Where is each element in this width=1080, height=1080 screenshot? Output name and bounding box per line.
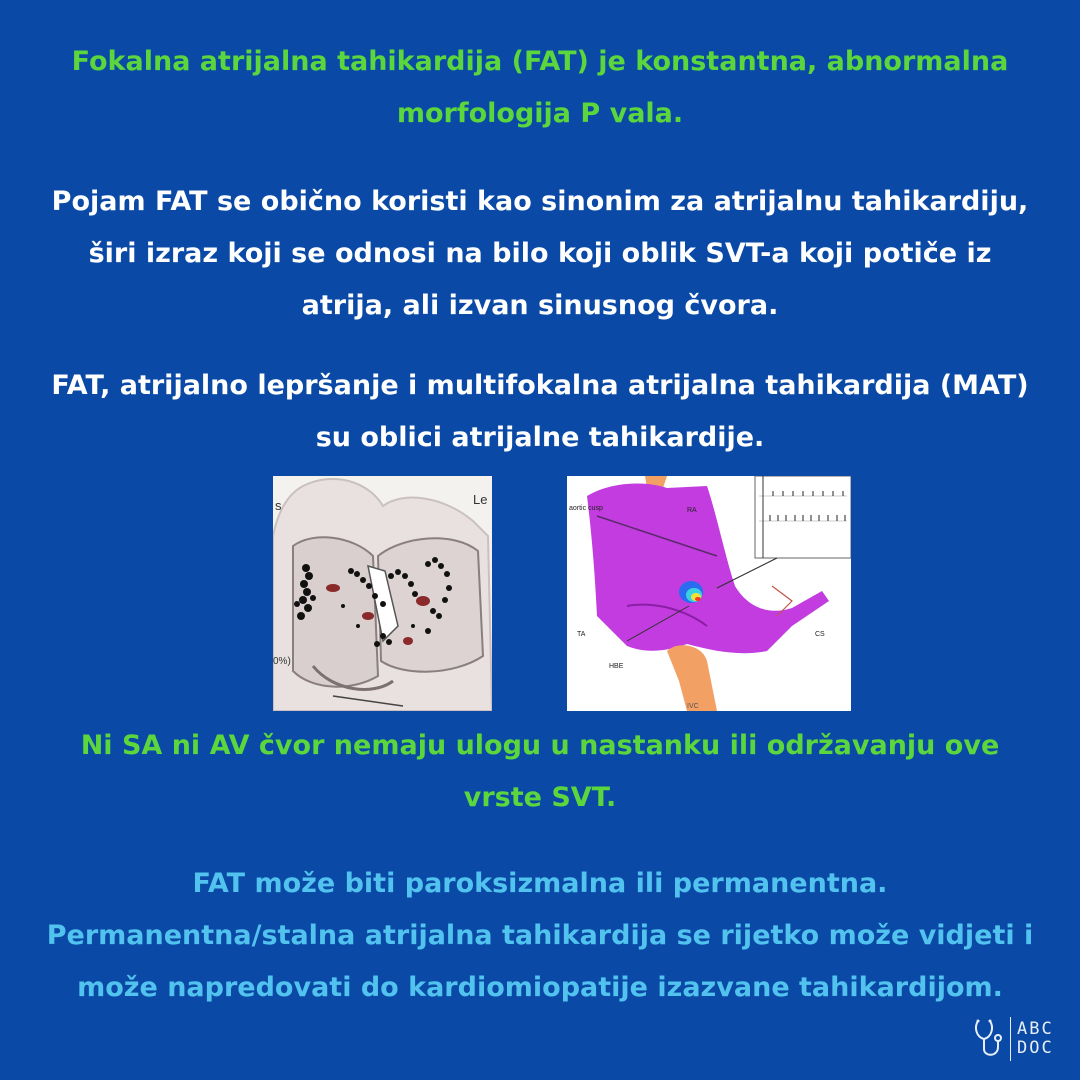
heart-dissection-image bbox=[273, 476, 492, 711]
course-paragraph: FAT može biti paroksizmalna ili permanentna. Permanentna/stalna atrijalna tahikardija se rijetko može vidjeti i može napredovati do kardiomiopatije izazvane tahikardijom. bbox=[46, 868, 1034, 1003]
definition-paragraph: Pojam FAT se obično koristi kao sinonim za atrijalnu tahikardiju, širi izraz koji se odnosi na bilo koji oblik SVT-a koji potiče iz atrija, ali izvan sinusnog čvora. bbox=[51, 186, 1029, 321]
ra-label: RA bbox=[687, 507, 697, 514]
ta-label: TA bbox=[577, 631, 586, 638]
electroanatomic-map-image bbox=[567, 476, 851, 711]
nodes-paragraph: Ni SA ni AV čvor nemaju ulogu u nastanku ili održavanju ove vrste SVT. bbox=[80, 730, 1000, 813]
left-figure-top-label: Le bbox=[473, 492, 488, 507]
aortic-cusp-label: aortic cusp bbox=[569, 505, 603, 512]
intro-paragraph: Fokalna atrijalna tahikardija (FAT) je konstantna, abnormalna morfologija P vala. bbox=[71, 46, 1009, 129]
logo-line-1: ABC bbox=[1017, 1019, 1054, 1039]
stethoscope-icon bbox=[972, 1017, 1006, 1061]
logo-wordmark bbox=[1017, 1020, 1054, 1058]
abc-doc-logo bbox=[972, 1014, 1062, 1064]
cs-label: CS bbox=[815, 631, 825, 638]
forms-paragraph: FAT, atrijalno lepršanje i multifokalna atrijalna tahikardija (MAT) su oblici atrijalne tahikardije. bbox=[51, 370, 1029, 453]
left-figure-bottom-label: 0%) bbox=[273, 656, 291, 667]
logo-divider bbox=[1010, 1017, 1011, 1061]
hbe-label: HBE bbox=[609, 663, 624, 670]
ivc-label: IVC bbox=[687, 703, 699, 710]
logo-line-2: DOC bbox=[1017, 1038, 1054, 1058]
left-figure-edge-label: s bbox=[275, 498, 282, 513]
